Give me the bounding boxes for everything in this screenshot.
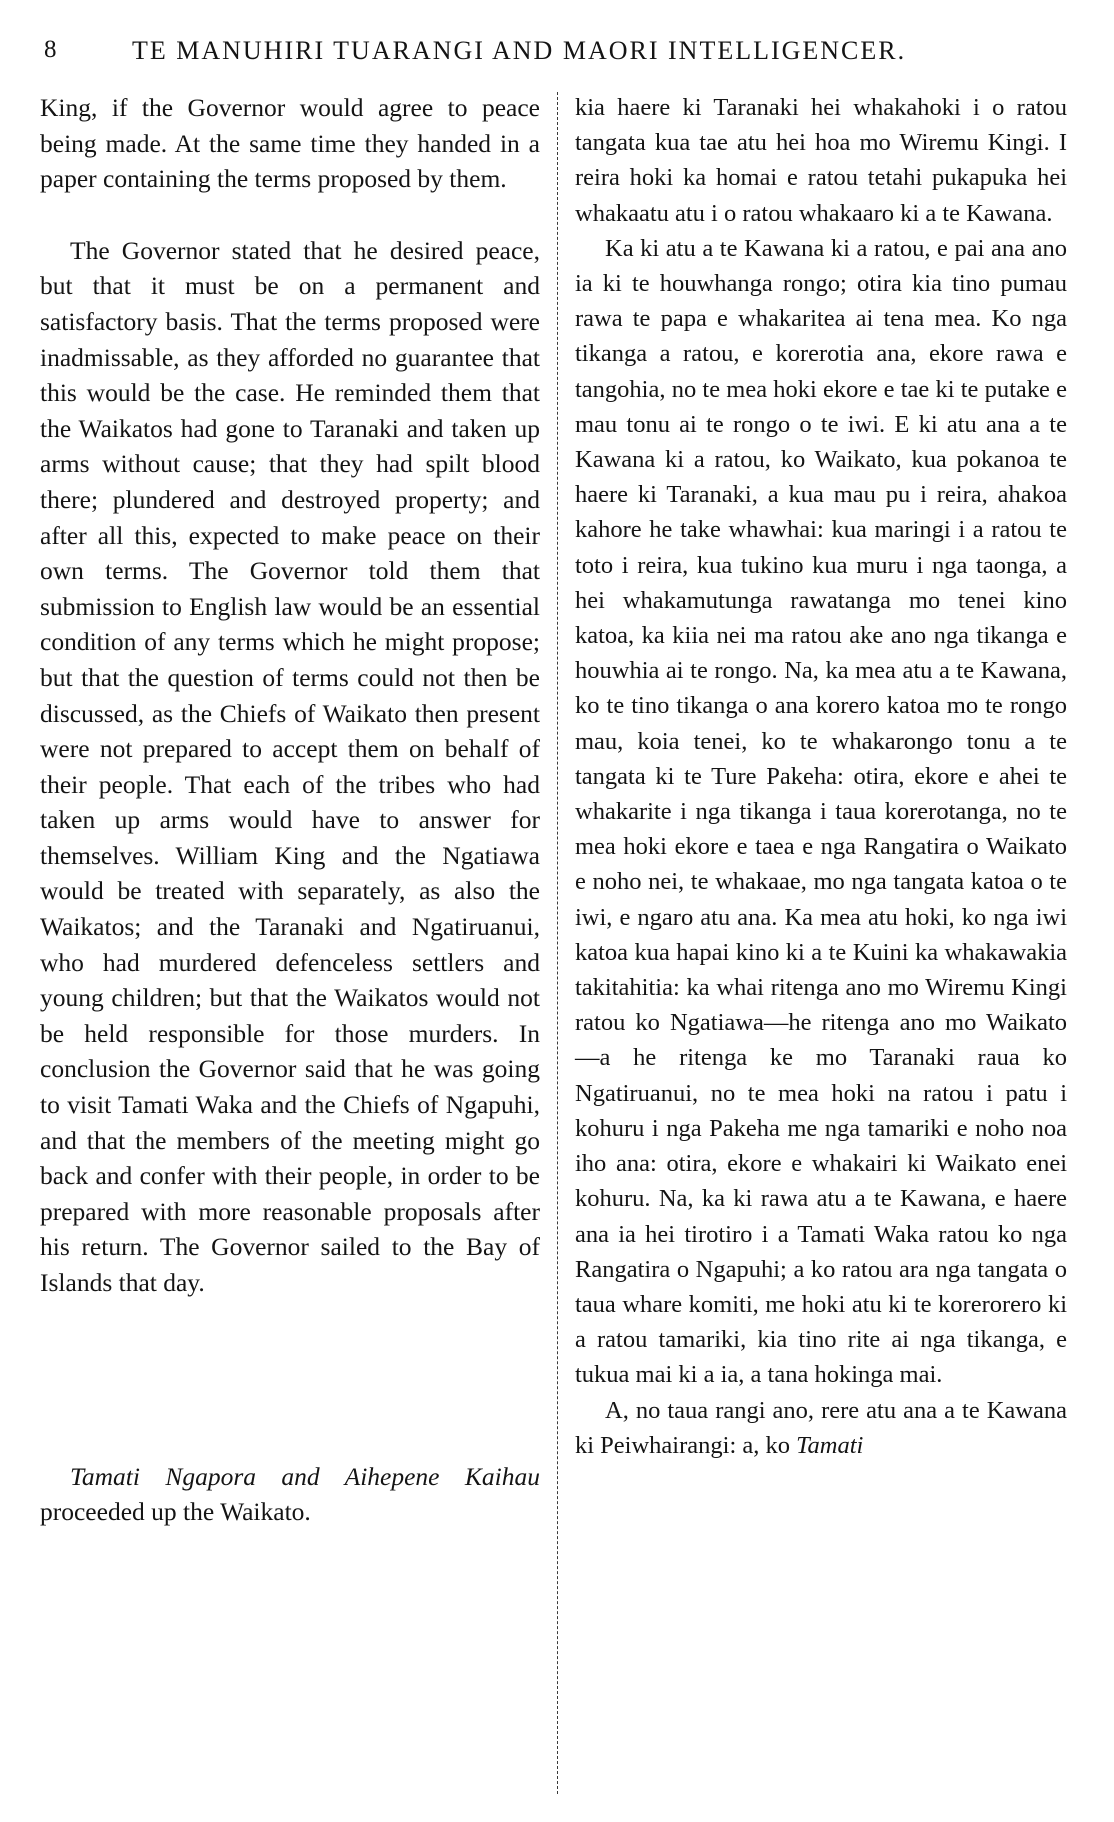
- maori-paragraph-3-name: Tamati: [796, 1431, 864, 1459]
- english-paragraph-3-names: Tamati Ngapora and Aihepene Kaihau: [70, 1461, 540, 1491]
- paragraph-gap: [40, 1301, 540, 1459]
- english-paragraph-3: [40, 1459, 540, 1530]
- maori-paragraph-2: Ka ki atu a te Kawana ki a ratou, e pai ana ano ia ki te houwhanga rongo; otira kia tino pumau rawa te papa e whakaritea ai tena mea. Ko nga tikanga a ratou, e korerotia ana, ekore rawa e tangohia, no te mea hoki ekore e tae ki te putake e mau tonu ai te rongo o te iwi. E ki atu ana a te Kawana ki a ratou, ko Waikato, kua pokanoa te haere ki Taranaki, a kua mau pu i reira, ahakoa kahore he take whawhai: kua maringi i a ratou te toto i reira, kua tukino kua muru i nga taonga, a hei whakamutunga rawatanga mo tenei kino katoa, ka kiia nei ma ratou ake ano nga tikanga e houwhia ai te rongo. Na, ka mea atu a te Kawana, ko te tino tikanga o ana korero katoa mo te rongo mau, koia tenei, ko te whakarongo tonu a te tangata ki te Ture Pakeha: otira, ekore e ahei te whakarite i nga tikanga i taua korerotanga, no te mea hoki ekore e taea e nga Rangatira o Waikato e noho nei, te whakaae, mo nga tangata katoa o te iwi, e ngaro atu ana. Ka mea atu hoki, ko nga iwi katoa kua hapai kino ki a te Kuini ka whakawakia takitahitia: ka whai ritenga ano mo Wiremu Kingi ratou ko Ngatiawa—he ritenga ano mo Waikato—a he ritenga ke mo Taranaki raua ko Ngatiruanui, no te mea hoki na ratou i patu i kohuru i nga Pakeha me nga tamariki e noho noa iho ana: otira, ekore e whakairi ki Waikato enei kohuru. Na, ka ki rawa atu a te Kawana, e haere ana ia hei tirotiro i a Tamati Waka ratou ko nga Rangatira o Ngapuhi; a ko ratou ara nga tangata o taua whare komiti, me hoki atu ki te korerorero ki a ratou tamariki, kia tino rite ai nga tikanga, e tukua mai ki a ia, a tana hokinga mai.: [575, 234, 1067, 1389]
- page-header: [40, 36, 1080, 72]
- english-paragraph-3-rest: proceeded up the Waikato.: [40, 1497, 311, 1527]
- english-paragraph-2: The Governor stated that he desired peace, but that it must be on a permanent and satisfactory basis. That the terms proposed were inadmissable, as they afforded no guarantee that this would be the case. He reminded them that the Waikatos had gone to Taranaki and taken up arms without cause; that they had spilt blood there; plundered and destroyed property; and after all this, expected to make peace on their own terms. The Governor told them that submission to English law would be an essential condition of any terms which he might propose; but that the question of terms could not then be discussed, as the Chiefs of Waikato then present were not prepared to accept them on behalf of their people. That each of the tribes who had taken up arms would have to answer for themselves. William King and the Ngatiawa would be treated with separately, as also the Waikatos; and the Taranaki and Ngatiruanui, who had murdered defenceless settlers and young children; but that the Waikatos would not be held responsible for those murders. In conclusion the Governor said that he was going to visit Tamati Waka and the Chiefs of Ngapuhi, and that the members of the meeting might go back and confer with their people, in order to be prepared with more reasonable proposals after his return. The Governor sailed to the Bay of Islands that day.: [40, 235, 540, 1297]
- column-divider: [557, 92, 558, 1794]
- paragraph-gap: [40, 197, 540, 233]
- maori-paragraph-1: kia haere ki Taranaki hei whakahoki i o ratou tangata kua tae atu hei hoa mo Wiremu Kingi. I reira hoki ka homai e ratou tetahi pukapuka hei whakaatu atu i o ratou whakaaro ki a te Kawana.: [575, 94, 1067, 227]
- running-title: TE MANUHIRI TUARANGI AND MAORI INTELLIGENCER.: [132, 36, 907, 65]
- english-paragraph-1: King, if the Governor would agree to peace being made. At the same time they handed in a paper containing the terms proposed by them.: [40, 93, 540, 194]
- maori-column: [575, 90, 1067, 1463]
- page-number: 8: [44, 36, 57, 63]
- maori-paragraph-3: [575, 1393, 1067, 1463]
- maori-paragraph-3-text: A, no taua rangi ano, rere atu ana a te Kawana ki Peiwhairangi: a, ko: [575, 1396, 1067, 1459]
- english-column: [40, 90, 540, 1530]
